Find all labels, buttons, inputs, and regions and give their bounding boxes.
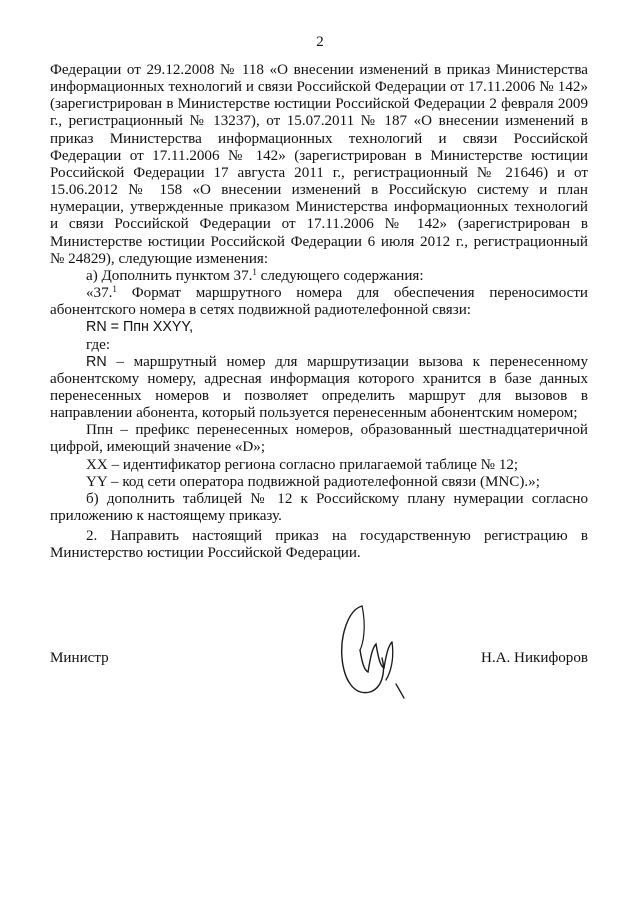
document-body [50, 62, 588, 563]
subitem-b: б) дополнить таблицей № 12 к Российскому плану нумерации согласно приложению к настоящему приказу. [50, 490, 588, 525]
signer-name: Н.А. Никифоров [480, 650, 588, 666]
ppn-definition: Ппн – префикс перенесенных номеров, образованный шестнадцатеричной цифрой, имеющий значение «D»; [50, 422, 588, 456]
rn-code: RN [86, 353, 107, 370]
intro-paragraph: Федерации от 29.12.2008 № 118 «О внесении изменений в приказ Министерства информационных технологий и связи Российской Федерации от 17.11.2006 № 142» (зарегистрирован в Министерстве юстиции Российской Федерации 2 февраля 2009 г., регистрационный № 13237), от 15.07.2011 № 187 «О внесении изменений в приказ Министерства информационных технологий и связи Российской Федерации от 17.11.2006 № 142» (зарегистрирован в Министерстве юстиции Российской Федерации 17 августа 2011 г., регистрационный № 21646) и от 15.06.2012 № 158 «О внесении изменений в Российскую систему и план нумерации, утвержденные приказом Министерства информационных технологий и связи Российской Федерации от 17.11.2006 № 142» (зарегистрирован в Министерстве юстиции Российской Федерации 6 июля 2012 г., регистрационный № 24829), следующие изменения: [50, 62, 588, 267]
item-2: 2. Направить настоящий приказ на государственную регистрацию в Министерство юстиции Российской Федерации. [50, 528, 588, 562]
yy-definition: YY – код сети оператора подвижной радиотелефонной связи (MNC).»; [86, 473, 540, 490]
clause-37-1-number: «37. [86, 285, 113, 302]
subitem-a-superscript: 1 [252, 266, 257, 277]
rn-definition [50, 354, 588, 423]
subitem-a-text-end: следующего содержания: [256, 267, 424, 284]
page-number: 2 [316, 34, 324, 50]
subitem-a [50, 268, 588, 285]
routing-number-formula: RN = Ппн XXYY, [86, 319, 194, 336]
signer-title: Министр [50, 650, 109, 666]
where-label: где: [86, 336, 111, 353]
clause-37-1-superscript: 1 [112, 284, 117, 295]
handwritten-signature [320, 600, 430, 710]
xx-definition: XX – идентификатор региона согласно прилагаемой таблице № 12; [86, 456, 519, 473]
subitem-a-text: а) Дополнить пунктом 37. [86, 267, 253, 284]
clause-37-1 [50, 285, 588, 319]
clause-37-1-text: Формат маршрутного номера для обеспечения переносимости абонентского номера в сетях подвижной радиотелефонной связи: [50, 285, 588, 319]
rn-definition-text: – маршрутный номер для маршрутизации вызова к перенесенному абонентскому номеру, адресная информация которого хранится в базе данных перенесенных номеров и позволяет определить маршрут для вызовов в направлении абонента, который пользуется перенесенным абонентским номером; [50, 353, 588, 422]
